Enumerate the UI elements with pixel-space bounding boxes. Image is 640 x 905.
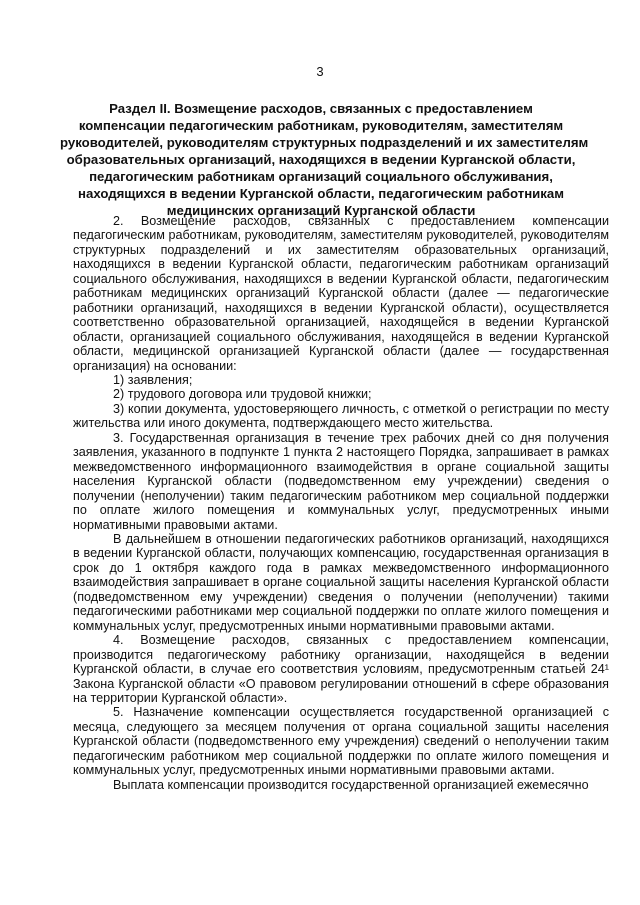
list-item-2: 2) трудового договора или трудовой книжки;: [113, 387, 372, 402]
heading-line: педагогическим работникам организаций социального обслуживания,: [89, 169, 553, 184]
heading-line: находящихся в ведении Курганской области, педагогическим работникам: [78, 186, 564, 201]
list-item-3: 3) копии документа, удостоверяющего личность, с отметкой о регистрации по месту жительства или иного документа, подтверждающего место жительства.: [73, 401, 609, 431]
heading-line: медицинских организаций Курганской области: [166, 203, 476, 218]
heading-line: образовательных организаций, находящихся в ведении Курганской области,: [66, 152, 576, 167]
paragraph-5: 5. Назначение компенсации осуществляется государственной организацией с месяца, следующего за месяцем получения от органа социальной защиты населения Курганской области (подведомственного ему учреждения) сведений о неполучении таким педагогическим работником мер социальной поддержки по оплате жилого помещения и коммунальных услуг, предусмотренных иными нормативными правовыми актами.: [73, 705, 609, 778]
section-heading: [60, 100, 589, 219]
paragraph-3-continued: В дальнейшем в отношении педагогических работников организаций, находящихся в ведении Курганской области, получающих компенсацию, государственная организация в срок до 1 октября каждого года в рамках межведомственного информационного взаимодействия запрашивает в органе социальной защиты населения Курганской области (подведомственном ему учреждении) сведения о получении (неполучении) такими педагогическими работниками мер социальной поддержки по оплате жилого помещения и коммунальных услуг, предусмотренных иными нормативными правовыми актами.: [73, 531, 609, 633]
paragraph-2: 2. Возмещение расходов, связанных с предоставлением компенсации педагогическим работникам, руководителям, заместителям руководителей, руководителям структурных подразделений и их заместителям образовательных организаций, находящихся в ведении Курганской области, педагогическим работникам организаций социального обслуживания, находящихся в ведении Курганской области, педагогическим работникам медицинских организаций Курганской области (далее — педагогические работники организаций, находящихся в ведении Курганской области), осуществляется соответственно образовательной организацией, находящейся в ведении Курганской области, организацией социального обслуживания, находящейся в ведении Курганской области, медицинской организацией Курганской области (далее — государственная организация) на основании:: [73, 214, 609, 373]
paragraph-4: 4. Возмещение расходов, связанных с предоставлением компенсации, производится педагогическому работнику организации, находящейся в ведении Курганской области, в случае его соответствия условиям, предусмотренным статьей 24¹ Закона Курганской области «О правовом регулировании отношений в сфере образования на территории Курганской области».: [73, 633, 609, 705]
paragraph-5-continued: Выплата компенсации производится государственной организацией ежемесячно: [113, 777, 589, 792]
heading-line: компенсации педагогическим работникам, руководителям, заместителям: [78, 118, 564, 133]
paragraph-3: 3. Государственная организация в течение трех рабочих дней со дня получения заявления, указанного в подпункте 1 пункта 2 настоящего Порядка, запрашивает в рамках межведомственного информационного взаимодействия в органе социальной защиты населения Курганской области (подведомственном ему учреждении) сведения о получении (неполучении) таким педагогическим работником мер социальной поддержки по оплате жилого помещения и коммунальных услуг, предусмотренных иными нормативными правовыми актами.: [73, 430, 609, 532]
heading-line: Раздел II. Возмещение расходов, связанных с предоставлением: [109, 101, 533, 116]
document-body: [73, 214, 609, 792]
page-number: 3: [316, 64, 324, 79]
list-item-1: 1) заявления;: [113, 372, 193, 387]
heading-line: руководителей, руководителям структурных подразделений и их заместителям: [60, 135, 589, 150]
